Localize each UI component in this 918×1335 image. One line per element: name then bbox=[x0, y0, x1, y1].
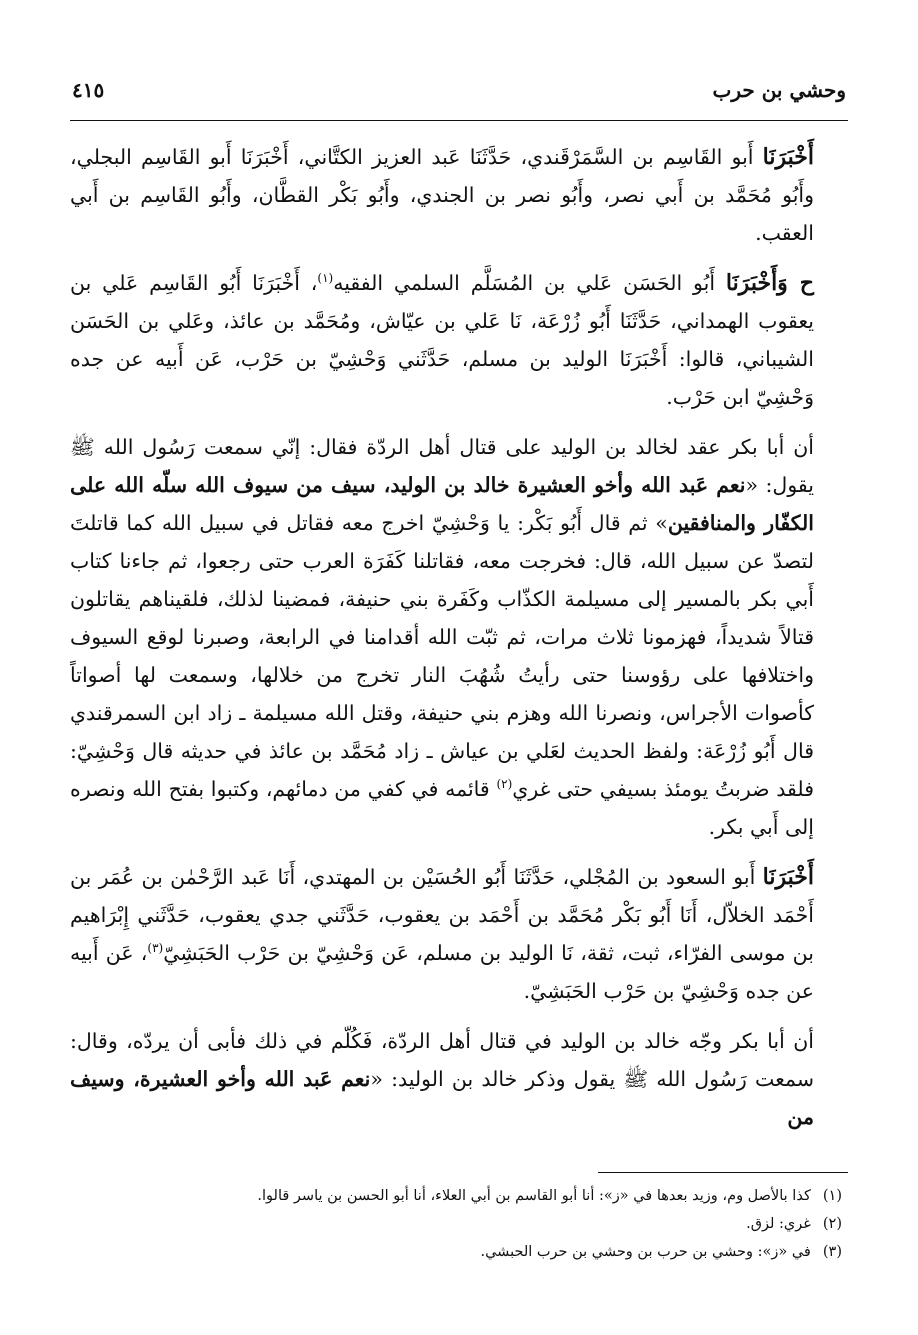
footnote-2 bbox=[70, 1210, 848, 1238]
header-rule bbox=[70, 120, 848, 121]
footnote-mark: (٢) bbox=[822, 1216, 842, 1232]
paragraph-text: أَبو السعود بن المُجْلي، حَدَّثَنَا أَبُو الحُسَيْن بن المهتدي، أَنَا عَبد الرَّحْمٰن بن عُمَر بن أَحْمَد الخلاّل، أَنَا أَبُو بَكْر مُحَمَّد بن أَحْمَد بن يعقوب، حَدَّثَني جدي يعقوب، حَدَّثَني إِبْرَاهيم بن موسى الفرّاء، ثبت، ثقة، نَا الوليد بن مسلم، عَن وَحْشِيّ بن حَرْب الحَبَشِيّ bbox=[70, 865, 814, 965]
paragraph-text: أَبو القَاسِم بن السَّمَرْقَندي، حَدَّثَنَا عَبد العزيز الكتَّاني، أَخْبَرَنَا أَبو القَاسِم البجلي، وأَبُو مُحَمَّد بن أَبي نصر، وأَبُو نصر بن الجندي، وأَبُو بَكْر القطَّان، وأَبُو القَاسِم بن أَبي العقب. bbox=[70, 145, 814, 245]
hadith-quote: نعم عَبد الله وأخو العشيرة، وسيف من bbox=[70, 1067, 814, 1129]
footnote-mark: (١) bbox=[822, 1188, 842, 1204]
footnote-1 bbox=[70, 1182, 848, 1210]
paragraph-text: ، أَخْبَرَنَا أَبُو القَاسِم عَلي بن يعقوب الهمداني، حَدَّثَنَا أَبُو زُرْعَة، نَا عَلي بن عيّاش، ومُحَمَّد بن عائذ، وعَلي بن الحَسَن الشيباني، قالوا: أَخْبَرَنَا الوليد بن مسلم، حَدَّثَني وَحْشِيّ بن حَرْب، عَن أَبيه عن جده وَحْشِيّ ابن حَرْب. bbox=[70, 271, 814, 409]
paragraph-text: » ثم قال أَبُو بَكْر: يا وَحْشِيّ اخرج معه فقاتل في سبيل الله كما قاتلتَ لتصدّ عن سبيل الله، قال: فخرجت معه، فقاتلنا كَفَرَة العرب حتى رجعوا، ثم جاءنا كتاب أَبي بكر بالمسير إلى مسيلمة الكذّاب وكَفَرة بني حنيفة، فمضينا لذلك، فلقيناهم يقاتلون قتالاً شديداً، فهزمونا ثلاث مرات، ثم ثبّت الله أقدامنا في الرابعة، وصبرنا لوقع السيوف واختلافها على رؤوسنا حتى رأيتُ شُهُبَ النار تخرج من خلالها، وسمعت لها أصواتاً كأصوات الأجراس، ونصرنا الله وهزم بني حنيفة، وقتل الله مسيلمة ـ زاد ابن السمرقندي قال أَبُو زُرْعَة: ولفظ الحديث لعَلي بن عياش ـ زاد مُحَمَّد بن عائذ في حديثه قال وَحْشِيّ: فلقد ضربتُ يومئذ بسيفي حتى غري bbox=[70, 511, 815, 801]
footnotes bbox=[70, 1182, 848, 1266]
paragraph-text: أن أبا بكر وجّه خالد بن الوليد في قتال أهل الردّة، فَكُلّم في ذلك فأبى أن يردّه، وقال: سمعت رَسُول الله ﷺ يقول وذكر خالد بن الوليد: « bbox=[70, 1029, 814, 1091]
paragraph-text: أَبُو الحَسَن عَلي بن المُسَلَّم السلمي الفقيه bbox=[333, 271, 726, 295]
footnote-ref-1: (١) bbox=[317, 271, 334, 286]
isnad-paragraph-3 bbox=[70, 858, 848, 1010]
footnote-ref-3: (٣) bbox=[147, 941, 164, 956]
matn-paragraph-1 bbox=[70, 428, 848, 846]
main-text bbox=[70, 138, 848, 1148]
isnad-paragraph-1 bbox=[70, 138, 848, 252]
running-head bbox=[72, 72, 846, 108]
wa-akhbarana-keyword: ح وَأَخْبَرَنَا bbox=[725, 270, 814, 296]
footnote-text: في «ز»: وحشي بن حرب بن وحشي بن حرب الحبشي. bbox=[480, 1244, 811, 1260]
matn-paragraph-2 bbox=[70, 1022, 848, 1136]
akhbarana-keyword: أَخْبَرَنَا bbox=[762, 864, 814, 890]
footnote-ref-2: (٢) bbox=[496, 777, 513, 792]
footnote-text: كذا بالأصل وم، وزيد بعدها في «ز»: أنا أبو القاسم بن أبي العلاء، أنا أبو الحسن بن ياسر قالوا. bbox=[257, 1188, 811, 1204]
footnote-text: غري: لزق. bbox=[746, 1216, 811, 1232]
paragraph-text: أن أبا بكر عقد لخالد بن الوليد على قتال أهل الردّة فقال: إنّي سمعت رَسُول الله ﷺ يقول: « bbox=[70, 435, 814, 497]
page-number: ٤١٥ bbox=[72, 78, 105, 102]
footnote-3 bbox=[70, 1238, 848, 1266]
running-title: وحشي بن حرب bbox=[712, 78, 846, 102]
footnote-mark: (٣) bbox=[822, 1244, 842, 1260]
isnad-paragraph-2 bbox=[70, 264, 848, 416]
footnote-rule bbox=[598, 1172, 848, 1173]
akhbarana-keyword: أَخْبَرَنَا bbox=[762, 144, 814, 170]
hadith-quote: نعم عَبد الله وأخو العشيرة خالد بن الوليد، سيف من سيوف الله سلّه الله على الكفّار والمنافقين bbox=[70, 473, 814, 535]
paragraph-text: قائمه في كفي من دمائهم، وكتبوا بفتح الله ونصره إلى أَبي بكر. bbox=[70, 777, 814, 839]
paragraph-text: ، عَن أَبيه عن جده وَحْشِيّ بن حَرْب الحَبَشِيّ. bbox=[70, 941, 814, 1003]
